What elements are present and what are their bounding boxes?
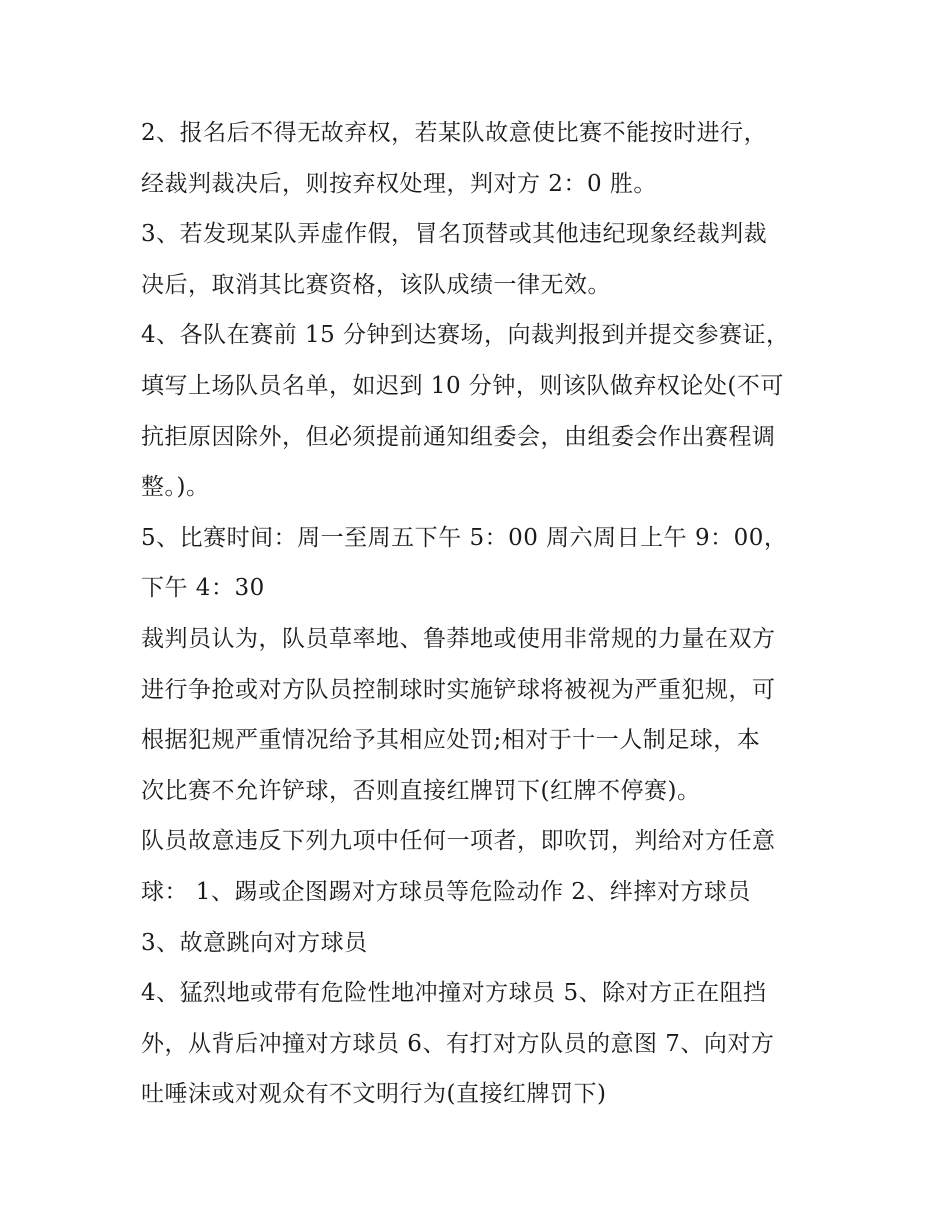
text-line: 吐唾沫或对观众有不文明行为(直接红牌罚下): [141, 1081, 607, 1108]
text-line: 4、猛烈地或带有危险性地冲撞对方球员 5、除对方正在阻挡: [141, 980, 767, 1007]
text-line: 次比赛不允许铲球，否则直接红牌罚下(红牌不停赛)。: [141, 777, 701, 804]
text-line: 4、各队在赛前 15 分钟到达赛场，向裁判报到并提交参赛证，: [141, 322, 790, 349]
text-line: 抗拒原因除外，但必须提前通知组委会，由组委会作出赛程调: [141, 423, 776, 450]
document-body: [141, 108, 831, 1120]
text-line: 2、报名后不得无故弃权，若某队故意使比赛不能按时进行，: [141, 120, 768, 146]
text-line: 填写上场队员名单，如迟到 10 分钟，则该队做弃权论处(不可: [141, 372, 784, 399]
text-line: 3、若发现某队弄虚作假，冒名顶替或其他违纪现象经裁判裁: [141, 221, 768, 248]
text-line: 队员故意违反下列九项中任何一项者，即吹罚，判给对方任意: [141, 828, 776, 855]
text-line: 下午 4：30: [141, 575, 265, 602]
text-line: 根据犯规严重情况给予其相应处罚;相对于十一人制足球，本: [141, 727, 761, 754]
text-line: 3、故意跳向对方球员: [141, 929, 368, 956]
text-line: 整。)。: [141, 474, 210, 501]
text-line: 球： 1、踢或企图踢对方球员等危险动作 2、绊摔对方球员: [141, 878, 751, 905]
text-line: 裁判员认为，队员草率地、鲁莽地或使用非常规的力量在双方: [141, 625, 776, 652]
text-line: 决后，取消其比赛资格，该队成绩一律无效。: [141, 271, 611, 298]
text-line: 进行争抢或对方队员控制球时实施铲球将被视为严重犯规，可: [141, 676, 776, 703]
text-line: 5、比赛时间：周一至周五下午 5：00 周六周日上午 9：00，: [141, 524, 788, 551]
text-line: 外，从背后冲撞对方球员 6、有打对方队员的意图 7、向对方: [141, 1030, 775, 1057]
text-line: 经裁判裁决后，则按弃权处理，判对方 2：0 胜。: [141, 170, 657, 197]
